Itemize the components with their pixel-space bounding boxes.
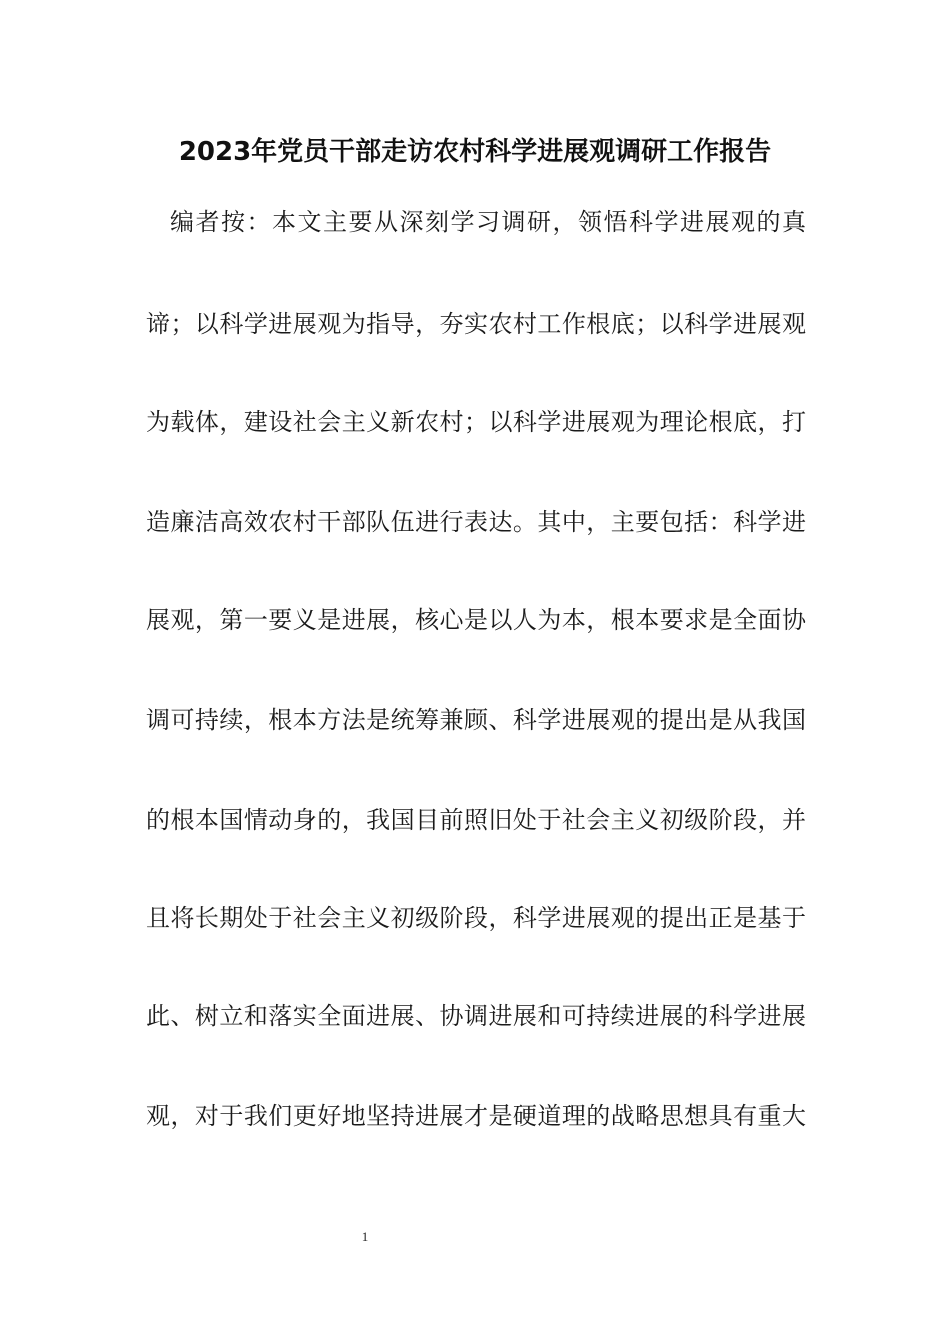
body-text-line: 造廉洁高效农村干部队伍进行表达。其中，主要包括：科学进 [146, 508, 806, 536]
body-text-line: 谛；以科学进展观为指导，夯实农村工作根底；以科学进展观 [146, 310, 806, 338]
body-text-line: 编者按：本文主要从深刻学习调研，领悟科学进展观的真 [170, 208, 806, 236]
body-text-line: 的根本国情动身的，我国目前照旧处于社会主义初级阶段，并 [146, 806, 806, 834]
body-text-line: 展观，第一要义是进展，核心是以人为本，根本要求是全面协 [146, 606, 806, 634]
document-title: 2023年党员干部走访农村科学进展观调研工作报告 [178, 137, 772, 167]
body-text-line: 调可持续，根本方法是统筹兼顾、科学进展观的提出是从我国 [146, 706, 806, 734]
body-text-line: 为载体，建设社会主义新农村；以科学进展观为理论根底，打 [146, 408, 806, 436]
body-text-line: 且将长期处于社会主义初级阶段，科学进展观的提出正是基于 [146, 904, 806, 932]
body-text-line: 观，对于我们更好地坚持进展才是硬道理的战略思想具有重大 [146, 1102, 806, 1130]
body-text-line: 此、树立和落实全面进展、协调进展和可持续进展的科学进展 [146, 1002, 806, 1030]
page-number: 1 [361, 1229, 369, 1244]
